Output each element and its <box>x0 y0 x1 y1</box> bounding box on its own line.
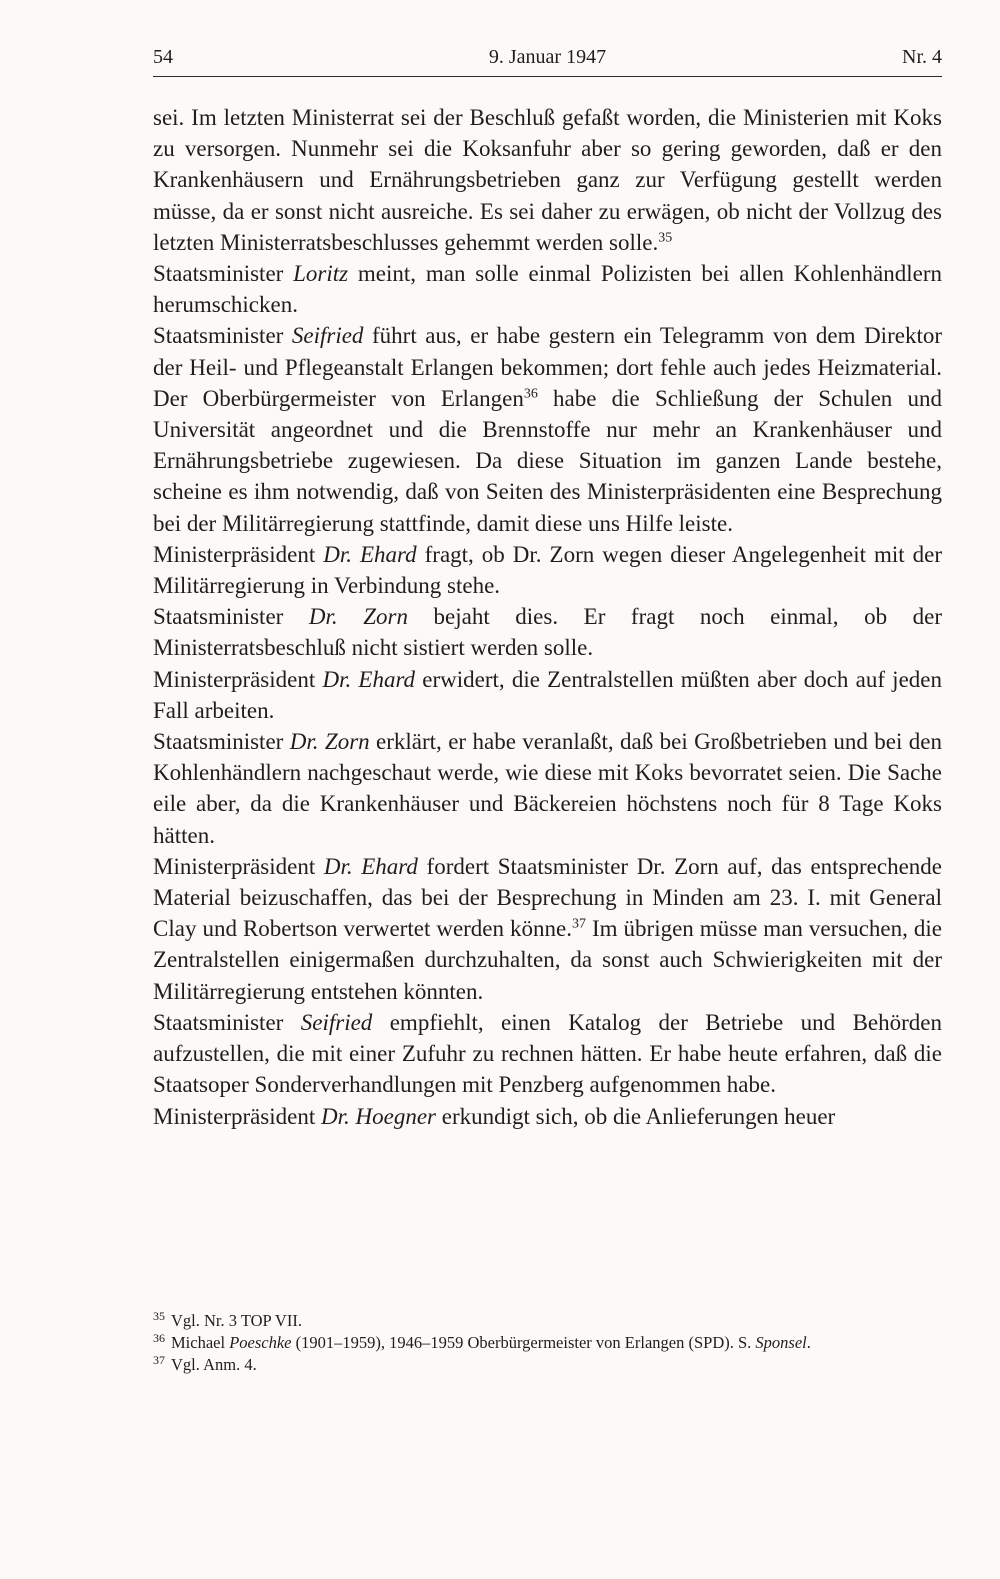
text-run: fordert Staatsminister Dr. Zorn auf, das entsprechende Material beizuschaffen, das bei der Besprechung in Minden am 23. I. mit General Clay und Robertson verwertet werden könne. <box>153 853 942 942</box>
italic-name: Loritz <box>293 261 349 287</box>
paragraph <box>153 601 942 663</box>
text-run: Michael <box>171 1333 230 1352</box>
text-run: Ministerpräsident <box>153 853 324 879</box>
text-run: (1901–1959), 1946–1959 Oberbürgermeister von Erlangen (SPD). S. <box>291 1333 756 1352</box>
paragraph <box>153 1101 942 1132</box>
page-header <box>153 46 942 76</box>
text-run: . <box>806 1333 811 1352</box>
text-run: fragt, ob Dr. Zorn wegen dieser Angelegenheit mit der Militärregierung in Verbindung stehe. <box>153 541 943 599</box>
footnote: 37 Vgl. Anm. 4. <box>153 1352 257 1374</box>
italic-name: Poeschke <box>229 1333 292 1352</box>
body-text <box>153 102 942 1132</box>
italic-name: Dr. Ehard <box>322 666 416 692</box>
text-run: Im übrigen müsse man versuchen, die Zentralstellen einigermaßen durchzuhalten, da sonst auch Schwierigkeiten mit der Militärregierung entstehen könnten. <box>153 916 942 1004</box>
paragraph <box>153 726 942 851</box>
text-run: Vgl. Anm. 4. <box>171 1355 257 1374</box>
paragraph <box>153 258 942 320</box>
text-run: Ministerpräsident <box>153 666 323 692</box>
text-run: erkundigt sich, ob die Anlieferungen heuer <box>436 1103 836 1129</box>
text-run: Staatsminister <box>153 323 292 349</box>
paragraph <box>153 851 942 1007</box>
text-run: empfiehlt, einen Katalog der Betriebe und Behörden aufzustellen, die mit einer Zufuhr zu rechnen hätten. Er habe heute erfahren, daß die Staatsoper Sonderverhandlungen mit Penzberg aufgenommen habe. <box>153 1009 942 1098</box>
italic-name: Seifried <box>291 323 364 349</box>
text-run: Ministerpräsident <box>153 1103 321 1129</box>
italic-name: Dr. Zorn <box>289 729 370 755</box>
italic-name: Dr. Hoegner <box>321 1103 436 1129</box>
footnote: 36 Michael Poeschke (1901–1959), 1946–1959 Oberbürgermeister von Erlangen (SPD). S. Sponsel. <box>153 1330 811 1352</box>
italic-name: Sponsel <box>755 1333 807 1352</box>
paragraph <box>153 1007 942 1101</box>
text-run: erklärt, er habe veranlaßt, daß bei Großbetrieben und bei den Kohlenhändlern nachgeschaut werde, wie diese mit Koks bevorratet seien. Die Sache eile aber, da die Krankenhäuser und Bäckereien höchstens noch für 8 Tage Koks hätten. <box>153 729 942 848</box>
text-run: Vgl. Nr. 3 TOP VII. <box>171 1311 302 1330</box>
text-run: sei. Im letzten Ministerrat sei der Beschluß gefaßt worden, die Ministerien mit Koks zu versorgen. Nunmehr sei die Koksanfuhr aber so gering geworden, daß er den Krankenhäusern und Ernährungsbetrieben ganz zur Verfügung gestellt werden müsse, da er sonst nicht ausreiche. Es sei daher zu erwägen, ob nicht der Vollzug des letzten Ministerratsbeschlusses gehemmt werden solle. <box>153 105 942 255</box>
italic-name: Seifried <box>300 1009 373 1035</box>
footnote: 35 Vgl. Nr. 3 TOP VII. <box>153 1308 302 1330</box>
header-date: 9. Januar 1947 <box>488 46 607 68</box>
paragraph <box>153 102 942 258</box>
text-run: habe die Schließung der Schulen und Universität angeordnet und die Brennstoffe nur mehr an Krankenhäuser und Ernährungsbetriebe zugewiesen. Da diese Situation im ganzen Lande bestehe, scheine es ihm notwendig, daß von Seiten des Ministerpräsidenten eine Besprechung bei der Militärregierung stattfinde, damit diese uns Hilfe leiste. <box>153 385 942 536</box>
italic-name: Dr. Ehard <box>323 853 418 879</box>
header-document-number: Nr. 4 <box>902 46 942 68</box>
text-run: erwidert, die Zentralstellen müßten aber doch auf jeden Fall arbeiten. <box>153 666 942 723</box>
italic-name: Dr. Ehard <box>323 541 417 567</box>
italic-name: Dr. Zorn <box>308 604 408 630</box>
text-run: Staatsminister <box>153 604 309 630</box>
text-run: Staatsminister <box>153 1009 301 1035</box>
footnote-reference: 37 <box>571 916 586 932</box>
paragraph <box>153 664 942 726</box>
text-run: meint, man solle einmal Polizisten bei allen Kohlenhändlern herumschicken. <box>153 261 942 318</box>
text-run: Ministerpräsident <box>153 541 324 567</box>
text-run: Staatsminister <box>153 261 294 287</box>
paragraph <box>153 539 942 601</box>
footnote-reference: 36 <box>523 386 538 402</box>
text-run: bejaht dies. Er fragt noch einmal, ob der Ministerratsbeschluß nicht sistiert werden solle. <box>153 604 942 661</box>
text-run: führt aus, er habe gestern ein Telegramm von dem Direktor der Heil- und Pflegeanstalt Erlangen bekommen; dort fehle auch jedes Heizmaterial. Der Oberbürgermeister von Erlangen <box>153 323 942 411</box>
page-number: 54 <box>153 46 173 68</box>
footnotes <box>153 1310 942 1376</box>
footnote-reference: 35 <box>658 230 673 246</box>
paragraph <box>153 320 942 538</box>
header-rule <box>153 76 942 77</box>
text-run: Staatsminister <box>153 729 290 755</box>
